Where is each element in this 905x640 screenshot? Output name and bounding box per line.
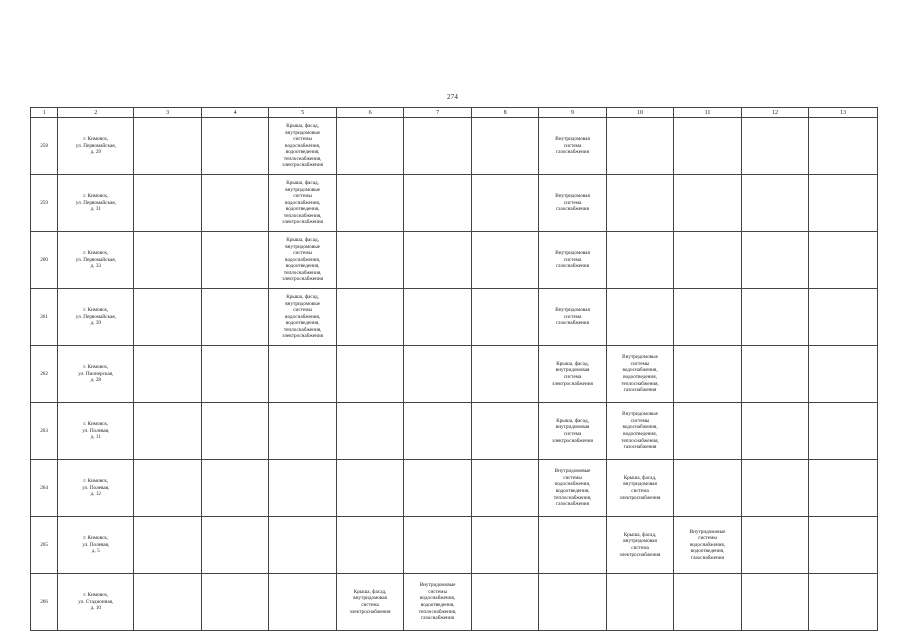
column-9-cell bbox=[539, 175, 606, 232]
column-9-cell-text: Внутридомовая система газоснабжения bbox=[555, 136, 590, 156]
row-number-cell bbox=[31, 118, 58, 175]
column-10-cell bbox=[606, 574, 673, 631]
column-6-cell bbox=[336, 232, 403, 289]
column-header-1: 1 bbox=[31, 108, 58, 118]
row-number-cell bbox=[31, 175, 58, 232]
column-12-cell bbox=[741, 460, 808, 517]
column-5-cell bbox=[269, 232, 336, 289]
column-5-cell bbox=[269, 574, 336, 631]
address-cell bbox=[58, 118, 134, 175]
column-7-cell-text: Внутридомовые системы водоснабжения, водоотведения, теплоснабжения, газоснабжения bbox=[418, 582, 457, 622]
column-10-cell-text: Внутридомовые системы водоснабжения, водоотведения, теплоснабжения, газоснабжения bbox=[621, 411, 659, 451]
column-8-cell bbox=[471, 460, 538, 517]
column-4-cell bbox=[201, 346, 268, 403]
column-9-cell bbox=[539, 403, 606, 460]
column-8-cell bbox=[471, 517, 538, 574]
row-number-cell bbox=[31, 574, 58, 631]
column-12-cell bbox=[741, 574, 808, 631]
column-6-cell bbox=[336, 517, 403, 574]
column-3-cell bbox=[134, 289, 201, 346]
column-9-cell bbox=[539, 232, 606, 289]
row-number-cell bbox=[31, 460, 58, 517]
address-cell bbox=[58, 175, 134, 232]
column-13-cell bbox=[809, 346, 878, 403]
column-7-cell bbox=[404, 346, 471, 403]
column-11-cell bbox=[674, 232, 741, 289]
column-11-cell bbox=[674, 517, 741, 574]
row-number-cell-text: 263 bbox=[40, 427, 48, 434]
address-cell-text: г. Кимовск, ул. Полевая, д. 12 bbox=[82, 478, 110, 498]
address-cell bbox=[58, 574, 134, 631]
column-9-cell-text: Внутридомовые системы водоснабжения, водоотведения, теплоснабжения, газоснабжения bbox=[553, 468, 592, 508]
column-12-cell bbox=[741, 289, 808, 346]
column-11-cell-text: Внутридомовые системы водоснабжения, водоотведения, газоснабжения bbox=[689, 528, 726, 561]
column-12-cell bbox=[741, 403, 808, 460]
table-body bbox=[31, 118, 878, 631]
row-number-cell-text: 264 bbox=[40, 484, 48, 491]
column-13-cell bbox=[809, 517, 878, 574]
row-number-cell-text: 261 bbox=[40, 313, 48, 320]
column-11-cell bbox=[674, 118, 741, 175]
column-header-2: 2 bbox=[58, 108, 134, 118]
column-header-12: 12 bbox=[741, 108, 808, 118]
column-6-cell bbox=[336, 289, 403, 346]
column-13-cell bbox=[809, 232, 878, 289]
column-9-cell bbox=[539, 289, 606, 346]
column-13-cell bbox=[809, 175, 878, 232]
column-6-cell bbox=[336, 574, 403, 631]
column-3-cell bbox=[134, 574, 201, 631]
table-row bbox=[31, 175, 878, 232]
column-7-cell bbox=[404, 232, 471, 289]
address-cell-text: г. Кимовск, ул. Стадионная, д. 10 bbox=[78, 592, 114, 612]
address-cell bbox=[58, 403, 134, 460]
column-5-cell bbox=[269, 289, 336, 346]
page-number: 274 bbox=[446, 93, 459, 101]
column-5-cell bbox=[269, 403, 336, 460]
column-10-cell bbox=[606, 289, 673, 346]
column-13-cell bbox=[809, 289, 878, 346]
column-8-cell bbox=[471, 289, 538, 346]
column-3-cell bbox=[134, 403, 201, 460]
column-11-cell bbox=[674, 346, 741, 403]
column-13-cell bbox=[809, 460, 878, 517]
column-9-cell-text: Внутридомовая система газоснабжения bbox=[555, 307, 590, 327]
column-3-cell bbox=[134, 460, 201, 517]
column-3-cell bbox=[134, 517, 201, 574]
column-header-3: 3 bbox=[134, 108, 201, 118]
column-11-cell bbox=[674, 403, 741, 460]
column-8-cell bbox=[471, 346, 538, 403]
column-4-cell bbox=[201, 175, 268, 232]
column-4-cell bbox=[201, 118, 268, 175]
column-9-cell-text: Внутридомовая система газоснабжения bbox=[555, 193, 590, 213]
address-cell-text: г. Кимовск, ул. Полевая, д. 5 bbox=[82, 535, 110, 555]
column-6-cell-text: Крыша, фасад, внутридомовая система электроснабжения bbox=[349, 588, 391, 615]
column-4-cell bbox=[201, 574, 268, 631]
column-header-10: 10 bbox=[606, 108, 673, 118]
column-11-cell bbox=[674, 574, 741, 631]
address-cell-text: г. Кимовск, ул. Первомайская, д. 33 bbox=[75, 250, 116, 270]
table-row bbox=[31, 289, 878, 346]
column-10-cell-text: Внутридомовые системы водоснабжения, водоотведения, теплоснабжения, газоснабжения bbox=[621, 354, 659, 394]
column-10-cell bbox=[606, 517, 673, 574]
address-cell bbox=[58, 517, 134, 574]
column-8-cell bbox=[471, 574, 538, 631]
row-number-cell-text: 265 bbox=[40, 541, 48, 548]
column-9-cell bbox=[539, 118, 606, 175]
column-4-cell bbox=[201, 232, 268, 289]
column-10-cell bbox=[606, 175, 673, 232]
column-7-cell bbox=[404, 403, 471, 460]
column-5-cell bbox=[269, 517, 336, 574]
column-5-cell-text: Крыша, фасад, внутридомовые системы водоснабжения, водоотведения, теплоснабжения, электроснабжения bbox=[282, 179, 323, 226]
table-row bbox=[31, 403, 878, 460]
row-number-cell bbox=[31, 346, 58, 403]
column-8-cell bbox=[471, 232, 538, 289]
row-number-cell-text: 266 bbox=[40, 598, 48, 605]
row-number-cell bbox=[31, 403, 58, 460]
table-row bbox=[31, 460, 878, 517]
column-header-11: 11 bbox=[674, 108, 741, 118]
column-12-cell bbox=[741, 517, 808, 574]
row-number-cell bbox=[31, 232, 58, 289]
column-12-cell bbox=[741, 346, 808, 403]
column-header-5: 5 bbox=[269, 108, 336, 118]
row-number-cell bbox=[31, 289, 58, 346]
row-number-cell-text: 262 bbox=[40, 370, 48, 377]
table-row bbox=[31, 574, 878, 631]
column-5-cell bbox=[269, 118, 336, 175]
column-11-cell bbox=[674, 460, 741, 517]
column-5-cell bbox=[269, 460, 336, 517]
address-cell-text: г. Кимовск, ул. Первомайская, д. 39 bbox=[75, 307, 116, 327]
column-header-8: 8 bbox=[471, 108, 538, 118]
column-10-cell-text: Крыша, фасад, внутридомовая система электроснабжения bbox=[619, 531, 661, 558]
address-cell-text: г. Кимовск, ул. Полевая, д. 11 bbox=[82, 421, 110, 441]
column-5-cell bbox=[269, 346, 336, 403]
column-9-cell bbox=[539, 346, 606, 403]
column-9-cell bbox=[539, 460, 606, 517]
column-5-cell-text: Крыша, фасад, внутридомовые системы водоснабжения, водоотведения, теплоснабжения, электроснабжения bbox=[282, 293, 323, 340]
column-8-cell bbox=[471, 118, 538, 175]
address-cell bbox=[58, 460, 134, 517]
column-5-cell-text: Крыша, фасад, внутридомовые системы водоснабжения, водоотведения, теплоснабжения, электроснабжения bbox=[282, 122, 323, 169]
column-8-cell bbox=[471, 403, 538, 460]
column-10-cell bbox=[606, 460, 673, 517]
column-3-cell bbox=[134, 175, 201, 232]
column-4-cell bbox=[201, 289, 268, 346]
column-header-7: 7 bbox=[404, 108, 471, 118]
column-9-cell-text: Крыша, фасад, внутридомовая система электроснабжения bbox=[552, 417, 593, 444]
address-cell-text: г. Кимовск, ул. Первомайская, д. 31 bbox=[75, 193, 116, 213]
address-cell-text: г. Кимовск, ул. Первомайская, д. 29 bbox=[75, 136, 116, 156]
column-6-cell bbox=[336, 175, 403, 232]
column-6-cell bbox=[336, 118, 403, 175]
column-6-cell bbox=[336, 346, 403, 403]
table-row bbox=[31, 118, 878, 175]
column-header-6: 6 bbox=[336, 108, 403, 118]
column-10-cell bbox=[606, 346, 673, 403]
column-12-cell bbox=[741, 232, 808, 289]
column-7-cell bbox=[404, 517, 471, 574]
column-7-cell bbox=[404, 175, 471, 232]
column-4-cell bbox=[201, 403, 268, 460]
column-3-cell bbox=[134, 232, 201, 289]
column-13-cell bbox=[809, 403, 878, 460]
column-12-cell bbox=[741, 175, 808, 232]
column-9-cell-text: Внутридомовая система газоснабжения bbox=[555, 250, 590, 270]
column-13-cell bbox=[809, 118, 878, 175]
table-row bbox=[31, 517, 878, 574]
column-9-cell bbox=[539, 517, 606, 574]
column-10-cell-text: Крыша, фасад, внутридомовая система электроснабжения bbox=[619, 474, 661, 501]
row-number-cell-text: 259 bbox=[40, 199, 48, 206]
column-10-cell bbox=[606, 232, 673, 289]
column-11-cell bbox=[674, 289, 741, 346]
address-cell bbox=[58, 346, 134, 403]
column-header-9: 9 bbox=[539, 108, 606, 118]
column-7-cell bbox=[404, 574, 471, 631]
column-3-cell bbox=[134, 118, 201, 175]
column-header-4: 4 bbox=[201, 108, 268, 118]
column-11-cell bbox=[674, 175, 741, 232]
column-9-cell-text: Крыша, фасад, внутридомовая система электроснабжения bbox=[552, 360, 593, 387]
column-3-cell bbox=[134, 346, 201, 403]
table-row bbox=[31, 346, 878, 403]
column-4-cell bbox=[201, 460, 268, 517]
column-12-cell bbox=[741, 118, 808, 175]
column-8-cell bbox=[471, 175, 538, 232]
row-number-cell-text: 258 bbox=[40, 142, 48, 149]
table-row bbox=[31, 232, 878, 289]
capital-repair-table bbox=[30, 107, 878, 631]
column-9-cell bbox=[539, 574, 606, 631]
row-number-cell bbox=[31, 517, 58, 574]
column-10-cell bbox=[606, 403, 673, 460]
column-7-cell bbox=[404, 118, 471, 175]
address-cell bbox=[58, 289, 134, 346]
column-5-cell bbox=[269, 175, 336, 232]
address-cell bbox=[58, 232, 134, 289]
column-10-cell bbox=[606, 118, 673, 175]
column-7-cell bbox=[404, 289, 471, 346]
header-row bbox=[31, 108, 878, 118]
column-5-cell-text: Крыша, фасад, внутридомовые системы водоснабжения, водоотведения, теплоснабжения, электроснабжения bbox=[282, 236, 323, 283]
address-cell-text: г. Кимовск, ул. Пионерская, д. 28 bbox=[78, 364, 114, 384]
column-13-cell bbox=[809, 574, 878, 631]
column-4-cell bbox=[201, 517, 268, 574]
column-header-13: 13 bbox=[809, 108, 878, 118]
column-6-cell bbox=[336, 460, 403, 517]
row-number-cell-text: 260 bbox=[40, 256, 48, 263]
column-6-cell bbox=[336, 403, 403, 460]
column-7-cell bbox=[404, 460, 471, 517]
